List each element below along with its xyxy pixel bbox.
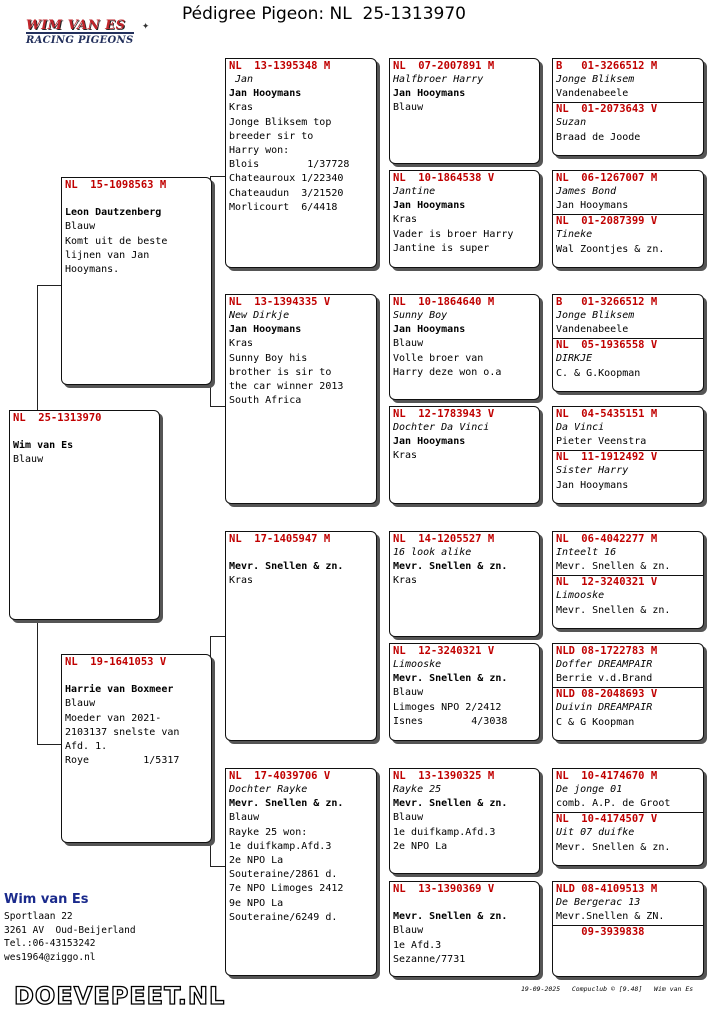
pigeon-name: Sunny Boy: [393, 310, 448, 321]
ring-number: NL 06-4042277 M: [556, 533, 658, 545]
footer-text: 19-09-2025 Compuclub © [9.48] Wim van Es: [521, 985, 694, 993]
owner-email[interactable]: wes1964@ziggo.nl: [4, 951, 96, 963]
owner-name: comb. A.P. de Groot: [556, 798, 671, 810]
pigeon-name: [13, 425, 156, 439]
info-line: Harry deze won o.a: [393, 366, 502, 378]
info-line: Blauw: [65, 698, 96, 710]
info-line: Souteraine/2861 d.: [229, 869, 338, 881]
pigeon-name: Duivin DREAMPAIR: [556, 702, 653, 714]
pigeon-name: Dochter Da Vinci: [393, 422, 490, 433]
pigeon-box-fmm[interactable]: [389, 406, 540, 504]
brand-watermark: DOEVEPEET.NL: [14, 982, 226, 1010]
connector: [210, 636, 225, 637]
info-line: Isnes 4/3038: [393, 715, 508, 727]
ring-number: NL 10-4174670 M: [556, 770, 658, 782]
owner-name: Mevr. Snellen & zn.: [556, 604, 671, 616]
info-line: Roye 1/5317: [65, 755, 180, 767]
pigeon-box-mmf[interactable]: [389, 768, 540, 874]
pigeon-box-fmf[interactable]: [389, 294, 540, 400]
owner-name: Jan Hooymans: [229, 88, 302, 100]
pigeon-name: Jan: [229, 74, 254, 85]
pigeon-box-subject[interactable]: [9, 410, 160, 620]
ring-number: NLD 08-2048693 V: [556, 688, 658, 701]
owner-name: Jan Hooymans: [393, 200, 466, 212]
connector: [37, 285, 38, 410]
ring-number: NLD 08-4109513 M: [556, 883, 658, 895]
info-line: Komt uit de beste: [65, 235, 168, 247]
ring-number: NL 14-1205527 M: [393, 533, 495, 545]
ring-number: NL 01-2087399 V: [556, 215, 658, 228]
ring-number: B 01-3266512 M: [556, 296, 658, 308]
info-line: 7e NPO Limoges 2412: [229, 883, 344, 895]
pigeon-name: Doffer DREAMPAIR: [556, 659, 653, 670]
pigeon-name: Jonge Bliksem: [556, 310, 635, 321]
info-line: Kras: [229, 338, 254, 350]
pigeon-pair-box[interactable]: [552, 294, 704, 392]
ring-number: NL 10-1864640 M: [393, 296, 495, 308]
info-line: breeder sir to: [229, 130, 314, 142]
info-line: Jonge Bliksem top: [229, 116, 332, 128]
pigeon-name: De Bergerac 13: [556, 897, 641, 908]
info-line: Rayke 25 won:: [229, 826, 308, 838]
owner-name: Mevr. Snellen & zn.: [556, 561, 671, 573]
pigeon-pair-box[interactable]: [552, 531, 704, 629]
pigeon-box-fm[interactable]: [225, 294, 377, 504]
info-line: Blauw: [65, 221, 96, 233]
pigeon-name: [65, 669, 208, 683]
info-line: Blauw: [393, 338, 424, 350]
info-line: 2103137 snelste van: [65, 726, 180, 738]
info-line: Hooymans.: [65, 264, 120, 276]
info-line: Blauw: [393, 102, 424, 114]
owner-name: C. & G.Koopman: [556, 367, 641, 379]
info-line: Kras: [393, 450, 418, 462]
pigeon-box-mm[interactable]: [225, 768, 377, 976]
ring-number: NL 10-1864538 V: [393, 172, 495, 184]
info-line: South Africa: [229, 395, 302, 407]
info-line: 1e duifkamp.Afd.3: [393, 826, 496, 838]
pigeon-pair-box[interactable]: [552, 58, 704, 156]
page-title: Pédigree Pigeon: NL 25-1313970: [182, 4, 466, 24]
owner-name: Jan Hooymans: [393, 436, 466, 448]
owner-name: Jan Hooymans: [393, 88, 466, 100]
ring-number: NLD 08-1722783 M: [556, 645, 658, 657]
pigeon-name: 16 look alike: [393, 547, 472, 558]
owner-name: Braad de Joode: [556, 131, 641, 143]
pigeon-name: New Dirkje: [229, 310, 290, 321]
pigeon-name: Jantine: [393, 186, 436, 197]
connector: [210, 866, 225, 867]
info-line: Kras: [229, 102, 254, 114]
info-line: Blauw: [13, 454, 44, 466]
ring-number: NL 04-5435151 M: [556, 408, 658, 420]
info-line: 2e NPO La: [229, 855, 284, 867]
pigeon-name: [229, 546, 373, 560]
info-line: Blauw: [393, 812, 424, 824]
ring-number: NL 12-3240321 V: [556, 576, 658, 589]
owner-name: Vandenabeele: [556, 88, 629, 100]
connector: [37, 620, 38, 744]
ring-number: NL 12-3240321 V: [393, 645, 495, 657]
ring-number: NL 25-1313970: [13, 412, 102, 424]
owner-name: Wim van Es: [13, 440, 74, 452]
ring-number: NL 07-2007891 M: [393, 60, 495, 72]
info-line: Vader is broer Harry: [393, 228, 514, 240]
owner-name: Mevr.Snellen & ZN.: [556, 911, 665, 923]
info-line: 9e NPO La: [229, 897, 284, 909]
owner-name: Leon Dautzenberg: [65, 207, 162, 219]
owner-name: Mevr. Snellen & zn.: [393, 561, 508, 573]
ring-number: NL 13-1395348 M: [229, 60, 331, 72]
pigeon-name: Limooske: [556, 590, 605, 602]
pigeon-box-ffm[interactable]: [389, 170, 540, 268]
owner-name: Jan Hooymans: [556, 479, 629, 491]
owner-name: Mevr. Snellen & zn.: [393, 911, 508, 923]
ring-number: NL 17-4039706 V: [229, 770, 331, 782]
ring-number: NL 05-1936558 V: [556, 339, 658, 352]
info-line: Volle broer van: [393, 352, 484, 364]
owner-name: Vandenabeele: [556, 324, 629, 336]
pigeon-pair-box[interactable]: [552, 768, 704, 866]
info-line: Morlicourt 6/4418: [229, 201, 338, 213]
pigeon-pair-box[interactable]: [552, 643, 704, 741]
pigeon-name: Tineke: [556, 229, 593, 241]
owner-name: Berrie v.d.Brand: [556, 673, 653, 685]
pigeon-name: Uit 07 duifke: [556, 827, 635, 839]
info-line: Chateaudun 3/21520: [229, 187, 344, 199]
owner-title: Wim van Es: [4, 892, 89, 907]
owner-name: Jan Hooymans: [229, 324, 302, 336]
pigeon-name: Dochter Rayke: [229, 784, 308, 795]
info-line: Harry won:: [229, 145, 290, 157]
info-line: Blauw: [229, 812, 260, 824]
info-line: Chateauroux 1/22340: [229, 173, 344, 185]
owner-phone: Tel.:06-43153242: [4, 938, 96, 949]
pigeon-pair-box[interactable]: [552, 406, 704, 504]
pigeon-name: Rayke 25: [393, 784, 442, 795]
pigeon-icon: ✦: [142, 18, 150, 32]
pigeon-name: Da Vinci: [556, 422, 605, 433]
connector: [210, 406, 225, 407]
ring-number: NL 15-1098563 M: [65, 179, 167, 191]
pigeon-name: Inteelt 16: [556, 547, 617, 558]
connector: [210, 176, 225, 177]
ring-number: NL 13-1390325 M: [393, 770, 495, 782]
info-line: Afd. 1.: [65, 741, 108, 753]
ring-number: NL 11-1912492 V: [556, 451, 658, 464]
owner-name: Jan Hooymans: [556, 200, 629, 212]
pigeon-box-ff[interactable]: [225, 58, 377, 268]
owner-city: 3261 AV Oud-Beijerland: [4, 924, 136, 936]
info-line: Moeder van 2021-: [65, 712, 162, 724]
pigeon-box-father[interactable]: [61, 177, 212, 385]
info-line: Sunny Boy his: [229, 352, 308, 364]
info-line: 2e NPO La: [393, 840, 448, 852]
owner-name: Pieter Veenstra: [556, 436, 647, 448]
ring-number: NL 10-4174507 V: [556, 813, 658, 826]
ring-number: NL 17-1405947 M: [229, 533, 331, 545]
info-line: 1e duifkamp.Afd.3: [229, 840, 332, 852]
owner-name: Wal Zoontjes & zn.: [556, 243, 665, 255]
ring-number: 09-3939838: [556, 926, 645, 939]
info-line: lijnen van Jan: [65, 249, 150, 261]
pigeon-name: Sister Harry: [556, 465, 629, 477]
pigeon-box-mff[interactable]: [389, 531, 540, 637]
pigeon-box-fff[interactable]: [389, 58, 540, 164]
pigeon-name: DIRKJE: [556, 353, 593, 365]
info-line: Limoges NPO 2/2412: [393, 701, 502, 713]
owner-name: C & G Koopman: [556, 716, 635, 728]
info-line: Jantine is super: [393, 242, 490, 254]
owner-name: Mevr. Snellen & zn.: [229, 561, 344, 573]
pigeon-name: Limooske: [393, 659, 442, 670]
pigeon-name: Halfbroer Harry: [393, 74, 484, 85]
info-line: brother is sir to: [229, 366, 332, 378]
info-line: Kras: [393, 575, 418, 587]
info-line: 1e Afd.3: [393, 939, 442, 951]
owner-name: Jan Hooymans: [393, 324, 466, 336]
info-line: Kras: [393, 214, 418, 226]
pigeon-name: Jonge Bliksem: [556, 74, 635, 85]
pigeon-name: De jonge 01: [556, 784, 623, 795]
pigeon-name: [393, 896, 536, 910]
ring-number: NL 12-1783943 V: [393, 408, 495, 420]
ring-number: NL 13-1390369 V: [393, 883, 495, 895]
connector: [37, 285, 61, 286]
ring-number: NL 01-2073643 V: [556, 103, 658, 116]
pigeon-name: [65, 192, 208, 206]
logo: [24, 18, 154, 48]
ring-number: NL 19-1641053 V: [65, 656, 167, 668]
pigeon-pair-box[interactable]: [552, 170, 704, 268]
info-line: Blauw: [393, 687, 424, 699]
ring-number: NL 06-1267007 M: [556, 172, 658, 184]
logo-bottom-text: RACING PIGEONS: [26, 32, 134, 46]
pigeon-box-mmm[interactable]: [389, 881, 540, 977]
info-line: Souteraine/6249 d.: [229, 911, 338, 923]
pigeon-box-mf[interactable]: [225, 531, 377, 741]
owner-name: Harrie van Boxmeer: [65, 684, 174, 696]
pigeon-box-mfm[interactable]: [389, 643, 540, 741]
info-line: Blois 1/37728: [229, 159, 350, 171]
info-line: Kras: [229, 575, 254, 587]
owner-name: Mevr. Snellen & zn.: [393, 673, 508, 685]
logo-top-text: WIM VAN ES: [26, 18, 126, 33]
info-line: Blauw: [393, 925, 424, 937]
owner-name: Mevr. Snellen & zn.: [556, 841, 671, 853]
ring-number: B 01-3266512 M: [556, 60, 658, 72]
ring-number: NL 13-1394335 V: [229, 296, 331, 308]
pigeon-box-mother[interactable]: [61, 654, 212, 843]
owner-street: Sportlaan 22: [4, 911, 73, 922]
pigeon-name: Suzan: [556, 117, 587, 129]
pigeon-pair-box[interactable]: [552, 881, 704, 977]
connector: [37, 744, 61, 745]
owner-name: Mevr. Snellen & zn.: [229, 798, 344, 810]
owner-info: [4, 892, 136, 964]
info-line: the car winner 2013: [229, 381, 344, 393]
info-line: Sezanne/7731: [393, 953, 466, 965]
pigeon-name: James Bond: [556, 186, 617, 197]
owner-name: Mevr. Snellen & zn.: [393, 798, 508, 810]
